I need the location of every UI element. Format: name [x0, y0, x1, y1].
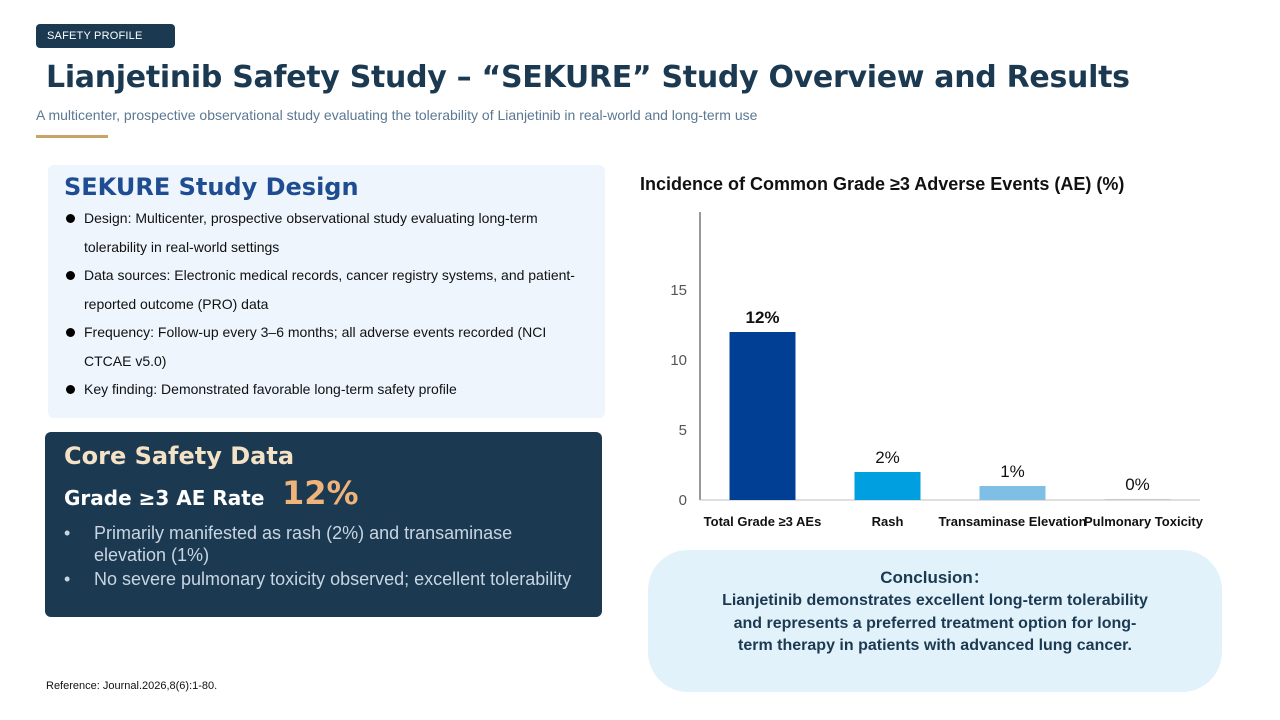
bar: [855, 472, 921, 500]
adverse-events-bar-chart: [640, 200, 1260, 540]
bullet-icon: [66, 385, 75, 394]
x-tick-label: Total Grade ≥3 AEs: [703, 514, 822, 529]
conclusion-panel: [648, 550, 1222, 692]
core-safety-panel: [45, 432, 602, 617]
conclusion-heading: Conclusion：: [880, 568, 990, 587]
ae-rate-value: 12%: [282, 474, 359, 512]
study-design-title: SEKURE Study Design: [64, 173, 359, 201]
section-tag: SAFETY PROFILE: [36, 24, 175, 48]
bar: [730, 332, 796, 500]
bullet-icon: •: [64, 523, 71, 543]
title-underline: [36, 135, 108, 138]
ae-rate-label: Grade ≥3 AE Rate: [64, 486, 265, 510]
list-item-text: Design: Multicenter, prospective observational study evaluating long-term tolerability in real-world settings: [84, 210, 538, 255]
list-item: [66, 375, 596, 404]
list-item: [64, 568, 584, 590]
core-safety-title: Core Safety Data: [64, 442, 295, 470]
list-item-text: Primarily manifested as rash (2%) and transaminase elevation (1%): [94, 523, 513, 565]
data-label: 1%: [1000, 462, 1025, 481]
conclusion-text: Lianjetinib demonstrates excellent long-term tolerability and represents a preferred treatment option for long-term therapy in patients with advanced lung cancer.: [722, 592, 1148, 654]
list-item: [66, 261, 596, 318]
data-label: 0%: [1125, 475, 1150, 494]
list-item-text: Key finding: Demonstrated favorable long-term safety profile: [84, 381, 457, 397]
bullet-icon: [66, 271, 75, 280]
core-safety-list: [64, 522, 584, 592]
list-item: [66, 318, 596, 375]
page-title: Lianjetinib Safety Study – “SEKURE” Study Overview and Results: [46, 60, 1130, 95]
bullet-icon: [66, 328, 75, 337]
reference-note: Reference: Journal.2026,8(6):1-80.: [46, 680, 218, 692]
list-item: [64, 522, 584, 566]
list-item: [66, 204, 596, 261]
page-subtitle: A multicenter, prospective observational study evaluating the tolerability of Lianjetinib in real-world and long-term use: [36, 107, 758, 123]
y-tick-label: 10: [670, 352, 687, 369]
list-item-text: No severe pulmonary toxicity observed; excellent tolerability: [94, 569, 572, 589]
bullet-icon: •: [64, 569, 71, 589]
data-label: 12%: [745, 308, 780, 327]
y-tick-label: 0: [678, 492, 687, 509]
y-tick-label: 15: [670, 282, 687, 299]
study-design-panel: [48, 165, 605, 418]
chart-title: Incidence of Common Grade ≥3 Adverse Events (AE) (%): [640, 174, 1125, 194]
list-item-text: Frequency: Follow-up every 3–6 months; all adverse events recorded (NCI CTCAE v5.0): [84, 324, 547, 369]
x-tick-label: Rash: [871, 514, 904, 529]
data-label: 2%: [875, 448, 900, 467]
bar: [1105, 499, 1171, 500]
x-tick-label: Pulmonary Toxicity: [1084, 514, 1203, 529]
x-tick-label: Transaminase Elevation: [938, 514, 1087, 529]
bar: [980, 486, 1046, 500]
study-design-list: [66, 204, 596, 404]
bullet-icon: [66, 214, 75, 223]
y-tick-label: 5: [678, 422, 687, 439]
list-item-text: Data sources: Electronic medical records, cancer registry systems, and patient-reported outcome (PRO) data: [84, 267, 575, 312]
